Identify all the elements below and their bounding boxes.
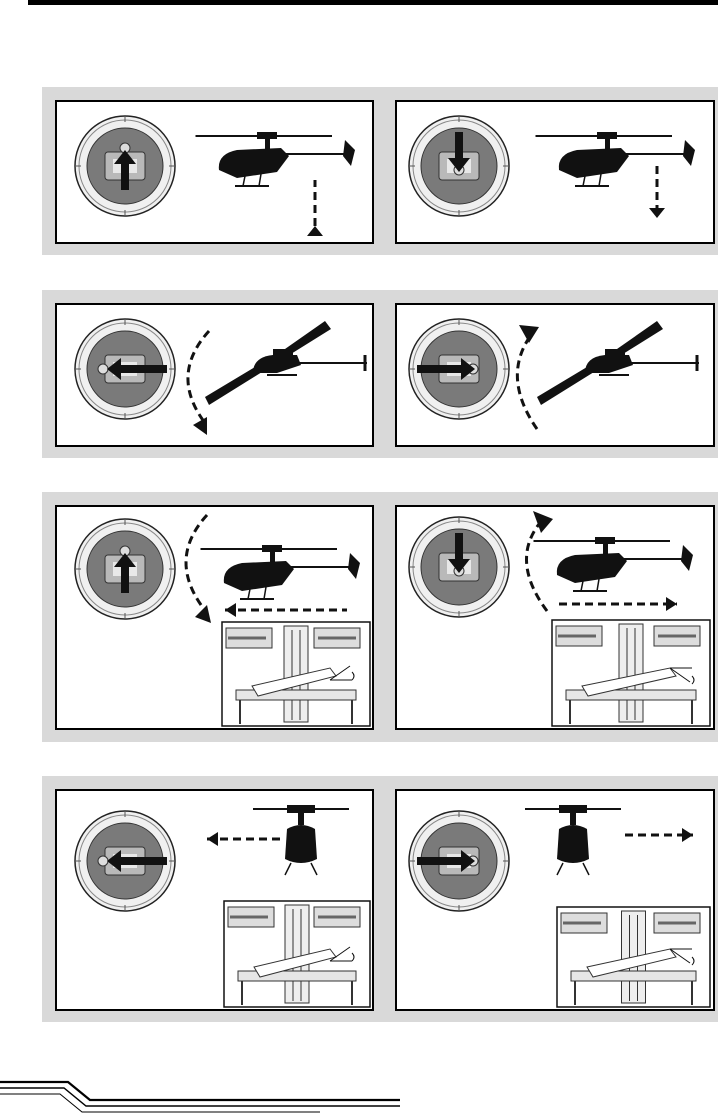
panel-diagram (397, 507, 713, 728)
gimbal-stick-icon (409, 116, 509, 216)
panel-stick-right-move-right (395, 789, 715, 1011)
panel-stick-left-move-left (55, 789, 374, 1011)
helicopter-side-icon (534, 537, 694, 591)
servo-linkage-detail-icon (224, 901, 370, 1007)
helicopter-front-icon (525, 805, 621, 875)
helicopter-tilted-icon (205, 321, 367, 405)
panel-diagram (57, 791, 372, 1009)
panel-stick-right-nose-up (395, 303, 715, 447)
gimbal-stick-icon (75, 319, 175, 419)
panel-diagram (57, 102, 372, 242)
rotation-arrow-icon (526, 511, 553, 611)
gimbal-stick-icon (409, 319, 509, 419)
rotation-arrow-icon (186, 515, 211, 623)
top-rule (28, 0, 718, 5)
helicopter-tilted-icon (537, 321, 699, 405)
motion-arrow-icon (225, 603, 347, 617)
gimbal-stick-icon (75, 116, 175, 216)
servo-linkage-detail-icon (552, 620, 710, 726)
panel-stick-up-tail-rise (55, 100, 374, 244)
rotation-arrow-icon (517, 325, 539, 429)
panel-diagram (57, 507, 372, 728)
helicopter-side-icon (201, 545, 361, 599)
helicopter-side-icon (196, 132, 356, 186)
gimbal-stick-icon (75, 519, 175, 619)
footer-rule (0, 1070, 420, 1117)
gimbal-stick-icon (75, 811, 175, 911)
motion-arrow-icon (307, 180, 323, 236)
gimbal-stick-icon (409, 517, 509, 617)
servo-linkage-detail-icon (222, 622, 370, 726)
panel-stick-down-move-right (395, 505, 715, 730)
helicopter-front-icon (253, 805, 349, 875)
panel-diagram (397, 102, 713, 242)
panel-diagram (397, 791, 713, 1009)
motion-arrow-icon (559, 597, 677, 611)
gimbal-stick-icon (409, 811, 509, 911)
helicopter-side-icon (536, 132, 696, 186)
panel-stick-left-nose-down (55, 303, 374, 447)
motion-arrow-icon (207, 832, 283, 846)
rotation-arrow-icon (188, 331, 209, 435)
panel-stick-up-move-left (55, 505, 374, 730)
motion-arrow-icon (625, 828, 693, 842)
panel-diagram (397, 305, 713, 445)
panel-stick-down-tail-drop (395, 100, 715, 244)
panel-diagram (57, 305, 372, 445)
servo-linkage-detail-icon (557, 907, 710, 1007)
motion-arrow-icon (649, 166, 665, 218)
